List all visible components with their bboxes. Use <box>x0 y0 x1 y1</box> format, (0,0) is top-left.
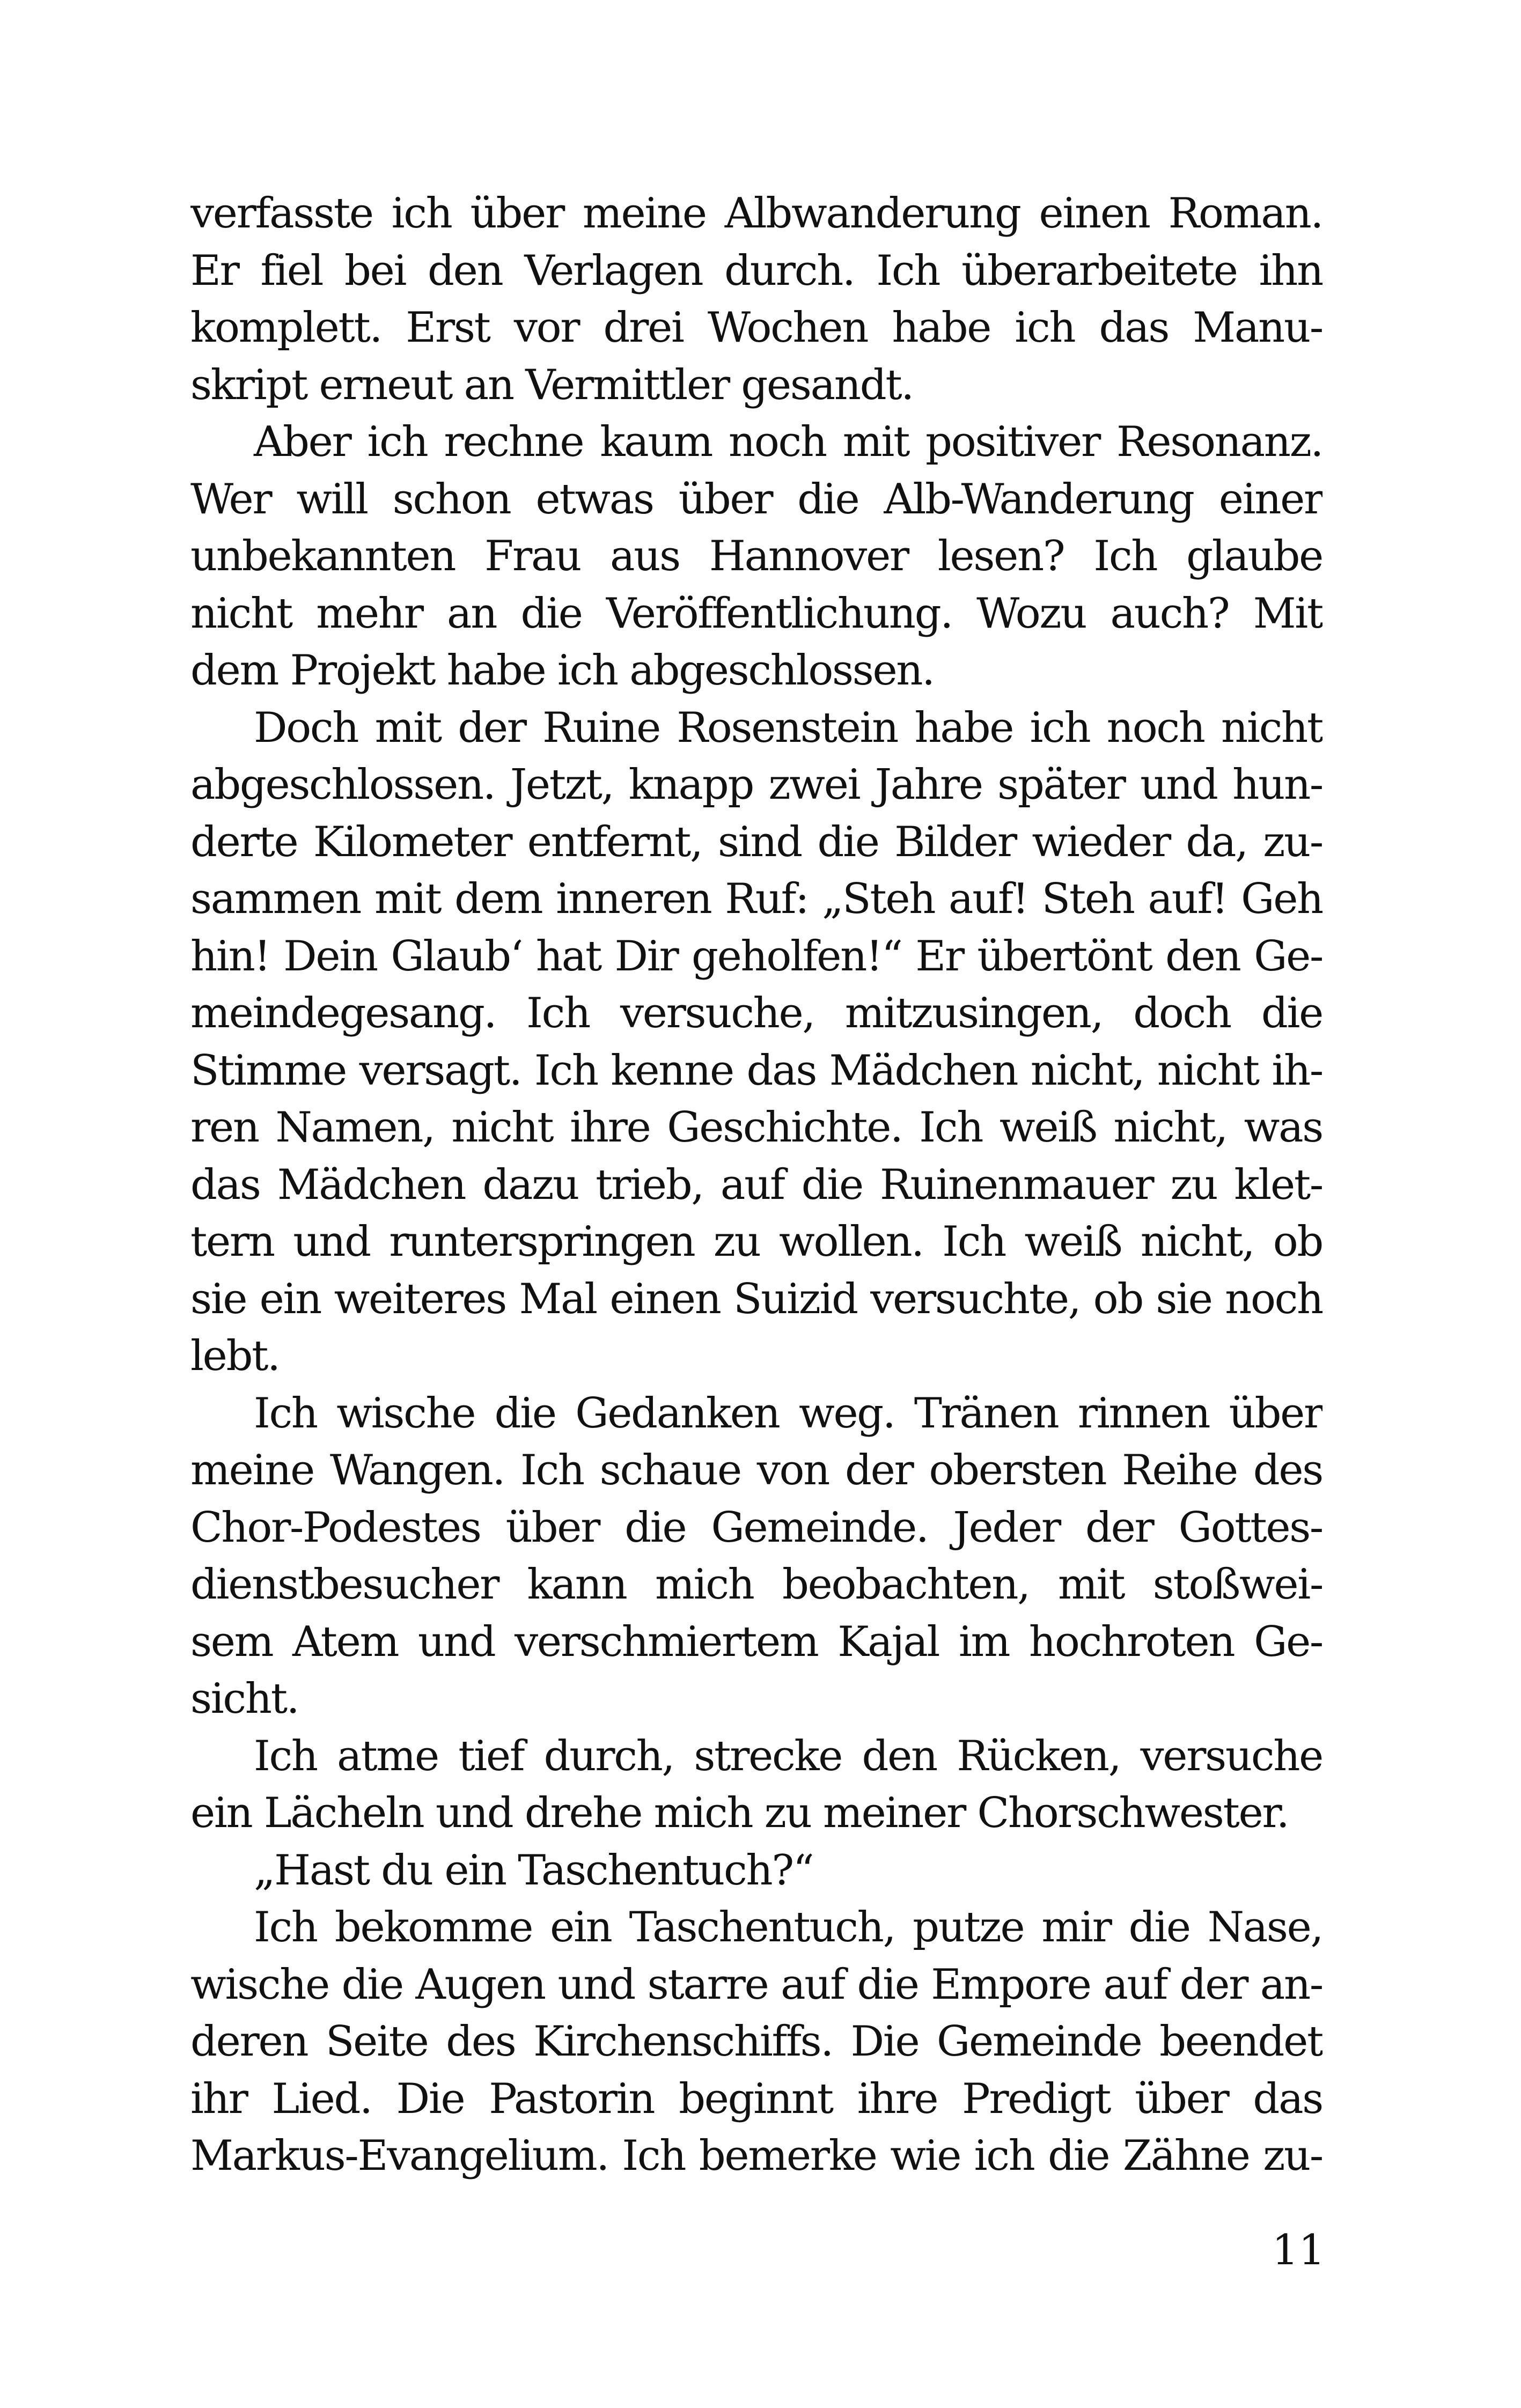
text-line: meindegesang. Ich versuche, mitzusingen, doch die <box>190 989 1322 1037</box>
text-line: dem Projekt habe ich abgeschlossen. <box>190 646 934 695</box>
text-line: ren Namen, nicht ihre Geschichte. Ich weiß nicht, was <box>190 1103 1322 1152</box>
text-line: derte Kilometer entfernt, sind die Bilder wieder da, zu- <box>190 818 1322 866</box>
text-line: komplett. Erst vor drei Wochen habe ich das Manu- <box>190 304 1322 352</box>
text-line: abgeschlossen. Jetzt, knapp zwei Jahre später und hun- <box>190 761 1322 809</box>
text-line: Markus-Evangelium. Ich bemerke wie ich die Zähne zu- <box>190 2132 1322 2180</box>
text-line: Doch mit der Ruine Rosenstein habe ich noch nicht <box>254 703 1322 752</box>
text-line: nicht mehr an die Veröffentlichung. Wozu auch? Mit <box>190 589 1322 638</box>
text-line: meine Wangen. Ich schaue von der obersten Reihe des <box>190 1446 1322 1494</box>
text-line: dienstbesucher kann mich beobachten, mit stoßwei- <box>190 1560 1322 1609</box>
text-line: Stimme versagt. Ich kenne das Mädchen nicht, nicht ih- <box>190 1046 1322 1095</box>
text-line: sicht. <box>190 1675 299 1723</box>
body-text <box>190 185 1322 2185</box>
text-line: „Hast du ein Taschentuch?“ <box>254 1846 813 1895</box>
text-line: Ich atme tief durch, strecke den Rücken, versuche <box>254 1732 1322 1780</box>
text-line: ein Lächeln und drehe mich zu meiner Chorschwester. <box>190 1789 1289 1837</box>
text-line: verfasste ich über meine Albwanderung einen Roman. <box>190 189 1322 238</box>
text-line: tern und runterspringen zu wollen. Ich weiß nicht, ob <box>190 1218 1322 1266</box>
text-line: sem Atem und verschmiertem Kajal im hochroten Ge- <box>190 1617 1322 1666</box>
text-line: sammen mit dem inneren Ruf: „Steh auf! Steh auf! Geh <box>190 875 1322 923</box>
text-line: lebt. <box>190 1332 280 1380</box>
text-line: Er fiel bei den Verlagen durch. Ich überarbeitete ihn <box>190 246 1322 295</box>
text-line: Chor-Podestes über die Gemeinde. Jeder der Gottes- <box>190 1503 1322 1552</box>
text-line: Ich wische die Gedanken weg. Tränen rinnen über <box>254 1389 1322 1438</box>
text-line: deren Seite des Kirchenschiffs. Die Gemeinde beendet <box>190 2017 1322 2066</box>
text-line: wische die Augen und starre auf die Empore auf der an- <box>190 1960 1322 2009</box>
text-line: hin! Dein Glaub‘ hat Dir geholfen!“ Er übertönt den Ge- <box>190 932 1322 981</box>
text-line: skript erneut an Vermittler gesandt. <box>190 360 913 409</box>
text-line: Aber ich rechne kaum noch mit positiver Resonanz. <box>254 418 1322 466</box>
text-line: Ich bekomme ein Taschentuch, putze mir die Nase, <box>254 1903 1322 1952</box>
text-line: unbekannten Frau aus Hannover lesen? Ich glaube <box>190 532 1322 580</box>
page-number: 11 <box>1272 2226 1325 2274</box>
text-line: ihr Lied. Die Pastorin beginnt ihre Predigt über das <box>190 2074 1322 2123</box>
text-line: Wer will schon etwas über die Alb-Wanderung einer <box>190 475 1322 524</box>
text-line: sie ein weiteres Mal einen Suizid versuchte, ob sie noch <box>190 1275 1322 1323</box>
text-line: das Mädchen dazu trieb, auf die Ruinenmauer zu klet- <box>190 1160 1322 1209</box>
